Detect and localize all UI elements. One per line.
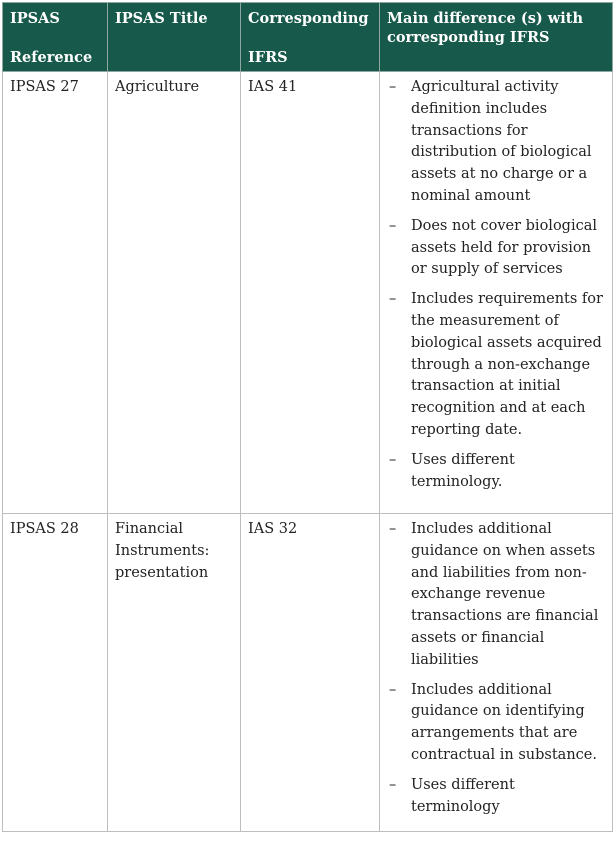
header-differences-label: Main difference (s) with corresponding IFRS: [387, 10, 583, 46]
cell-ipsas-title: Agriculture: [108, 72, 241, 514]
cell-ipsas-reference: IPSAS 28: [3, 514, 108, 832]
dash-bullet: –: [389, 776, 397, 793]
difference-item: [387, 519, 607, 672]
header-ifrs-line1: Corresponding: [248, 10, 369, 27]
difference-item: [387, 450, 607, 494]
differences-list: [387, 519, 607, 818]
dash-bullet: –: [389, 291, 397, 308]
header-corresponding-ifrs: [241, 3, 380, 72]
difference-text: Includes additional guidance on when assets and liabilities from non-exchange revenue transactions are financial assets or financial liabilities: [411, 521, 599, 668]
dash-bullet: –: [389, 521, 397, 537]
difference-text: Uses different terminology: [411, 776, 515, 815]
dash-bullet: –: [389, 217, 397, 234]
difference-item: [387, 775, 607, 819]
difference-text: Agricultural activity definition includes transactions for distribution of biological assets at no charge or a nominal amount: [411, 79, 592, 204]
table-row: [3, 514, 613, 832]
table-header: [3, 3, 613, 72]
cell-main-differences: [380, 514, 613, 832]
header-ipsas-title: [108, 3, 241, 72]
differences-list: [387, 77, 607, 493]
difference-text: Uses different terminology.: [411, 451, 515, 490]
cell-corresponding-ifrs: IAS 32: [241, 514, 380, 832]
header-reference-line1: IPSAS: [10, 10, 60, 27]
difference-item: [387, 680, 607, 767]
comparison-table-container: [2, 2, 614, 832]
dash-bullet: –: [389, 681, 397, 698]
cell-corresponding-ifrs: IAS 41: [241, 72, 380, 514]
cell-ipsas-reference: IPSAS 27: [3, 72, 108, 514]
ipsas-ifrs-comparison-table: [2, 2, 613, 832]
difference-item: [387, 289, 607, 442]
dash-bullet: –: [389, 79, 397, 95]
header-ipsas-reference: [3, 3, 108, 72]
difference-text: Includes requirements for the measurement of biological assets acquired through a non-exchange transaction at initial recognition and at each reporting date.: [411, 291, 603, 438]
dash-bullet: –: [389, 451, 397, 468]
header-ifrs-line2: IFRS: [248, 49, 288, 66]
table-row: [3, 72, 613, 514]
difference-item: [387, 77, 607, 208]
header-row: [3, 3, 613, 72]
difference-item: [387, 216, 607, 281]
table-body: [3, 72, 613, 832]
cell-ipsas-title: Financial Instruments: presentation: [108, 514, 241, 832]
difference-text: Includes additional guidance on identifying arrangements that are contractual in substance.: [411, 681, 597, 763]
header-title-label: IPSAS Title: [115, 10, 208, 27]
header-main-differences: [380, 3, 613, 72]
difference-text: Does not cover biological assets held for provision or supply of services: [411, 217, 597, 278]
cell-main-differences: [380, 72, 613, 514]
header-reference-line2: Reference: [10, 49, 93, 66]
